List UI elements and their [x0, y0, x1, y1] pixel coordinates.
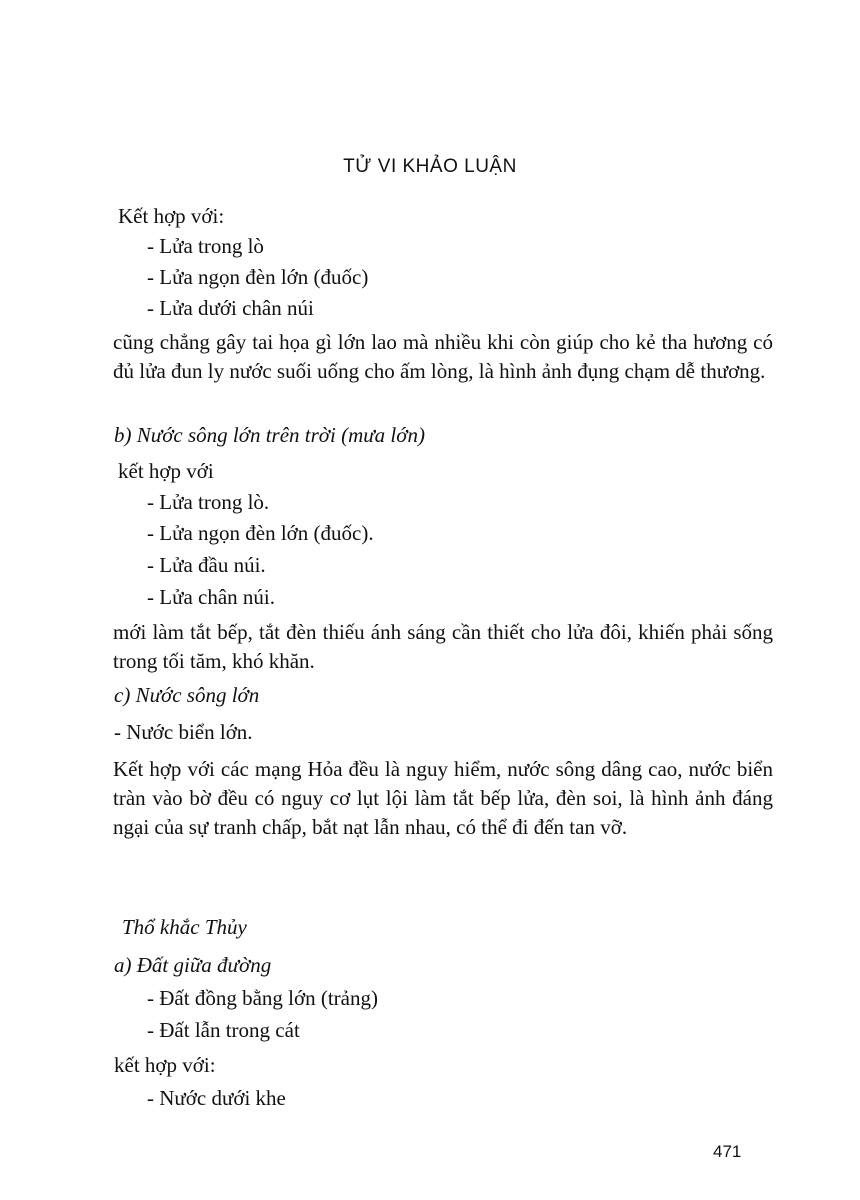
list-item: - Đất lẫn trong cát — [147, 1018, 300, 1042]
running-header: TỬ VI KHẢO LUẬN — [343, 156, 517, 177]
list-item: - Nước biển lớn. — [114, 720, 253, 744]
section-tho-title: Thổ khắc Thủy — [122, 915, 247, 939]
intro-paragraph: cũng chẳng gây tai họa gì lớn lao mà nhiều khi còn giúp cho kẻ tha hương có đủ lửa đun ly nước suối uống cho ấm lòng, là hình ảnh đụng chạm dễ thương. — [113, 330, 773, 383]
page-number: 471 — [713, 1142, 742, 1161]
intro-label: Kết hợp với: — [118, 204, 225, 228]
section-c-heading: c) Nước sông lớn — [114, 683, 260, 707]
section-tho-label: kết hợp với: — [114, 1053, 216, 1077]
list-item: - Lửa đầu núi. — [147, 553, 266, 577]
list-item: - Lửa chân núi. — [147, 585, 275, 609]
list-item: - Nước dưới khe — [147, 1086, 286, 1110]
list-item: - Lửa trong lò. — [147, 490, 270, 514]
list-item: - Lửa ngọn đèn lớn (đuốc) — [147, 265, 369, 289]
section-b-heading: b) Nước sông lớn trên trời (mưa lớn) — [114, 423, 425, 447]
section-b-label: kết hợp với — [118, 459, 214, 483]
section-tho-sub-a-heading: a) Đất giữa đường — [114, 953, 272, 977]
list-item: - Lửa dưới chân núi — [147, 296, 314, 320]
list-item: - Lửa ngọn đèn lớn (đuốc). — [147, 521, 374, 545]
list-item: - Đất đồng bằng lớn (trảng) — [147, 986, 378, 1010]
section-b-paragraph: mới làm tắt bếp, tắt đèn thiếu ánh sáng cần thiết cho lửa đôi, khiến phải sống trong tối tăm, khó khăn. — [113, 620, 773, 673]
section-c-paragraph: Kết hợp với các mạng Hỏa đều là nguy hiểm, nước sông dâng cao, nước biển tràn vào bờ đều có nguy cơ lụt lội làm tắt bếp lửa, đèn soi, là hình ảnh đáng ngại của sự tranh chấp, bắt nạt lẫn nhau, có thể đi đến tan vỡ. — [113, 757, 773, 839]
list-item: - Lửa trong lò — [147, 234, 264, 258]
